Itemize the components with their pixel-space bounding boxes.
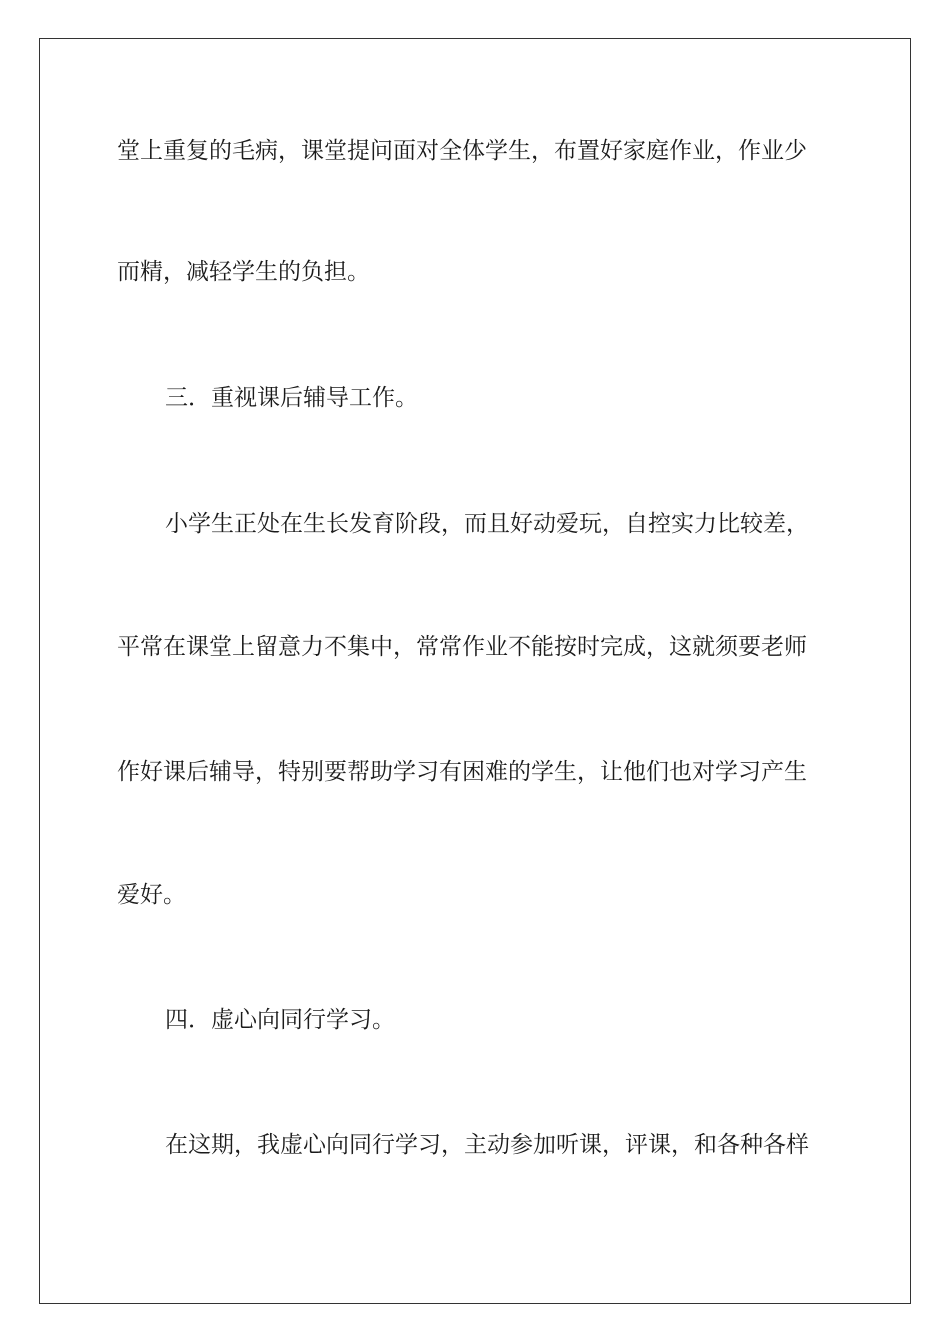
- paragraph-line: 而精，减轻学生的负担。: [117, 259, 370, 285]
- paragraph-line: 堂上重复的毛病，课堂提问面对全体学生，布置好家庭作业，作业少: [117, 138, 807, 164]
- paragraph-line: 作好课后辅导，特别要帮助学习有困难的学生，让他们也对学习产生: [117, 759, 807, 785]
- paragraph-line: 在这期，我虚心向同行学习，主动参加听课，评课，和各种各样: [165, 1132, 809, 1158]
- section-heading: 三．重视课后辅导工作。: [165, 385, 418, 411]
- paragraph-line: 爱好。: [117, 882, 186, 908]
- section-heading: 四．虚心向同行学习。: [165, 1007, 395, 1033]
- page-border: [39, 38, 911, 1304]
- paragraph-line: 平常在课堂上留意力不集中，常常作业不能按时完成，这就须要老师: [117, 634, 807, 660]
- paragraph-line: 小学生正处在生长发育阶段，而且好动爱玩，自控实力比较差，: [165, 511, 809, 537]
